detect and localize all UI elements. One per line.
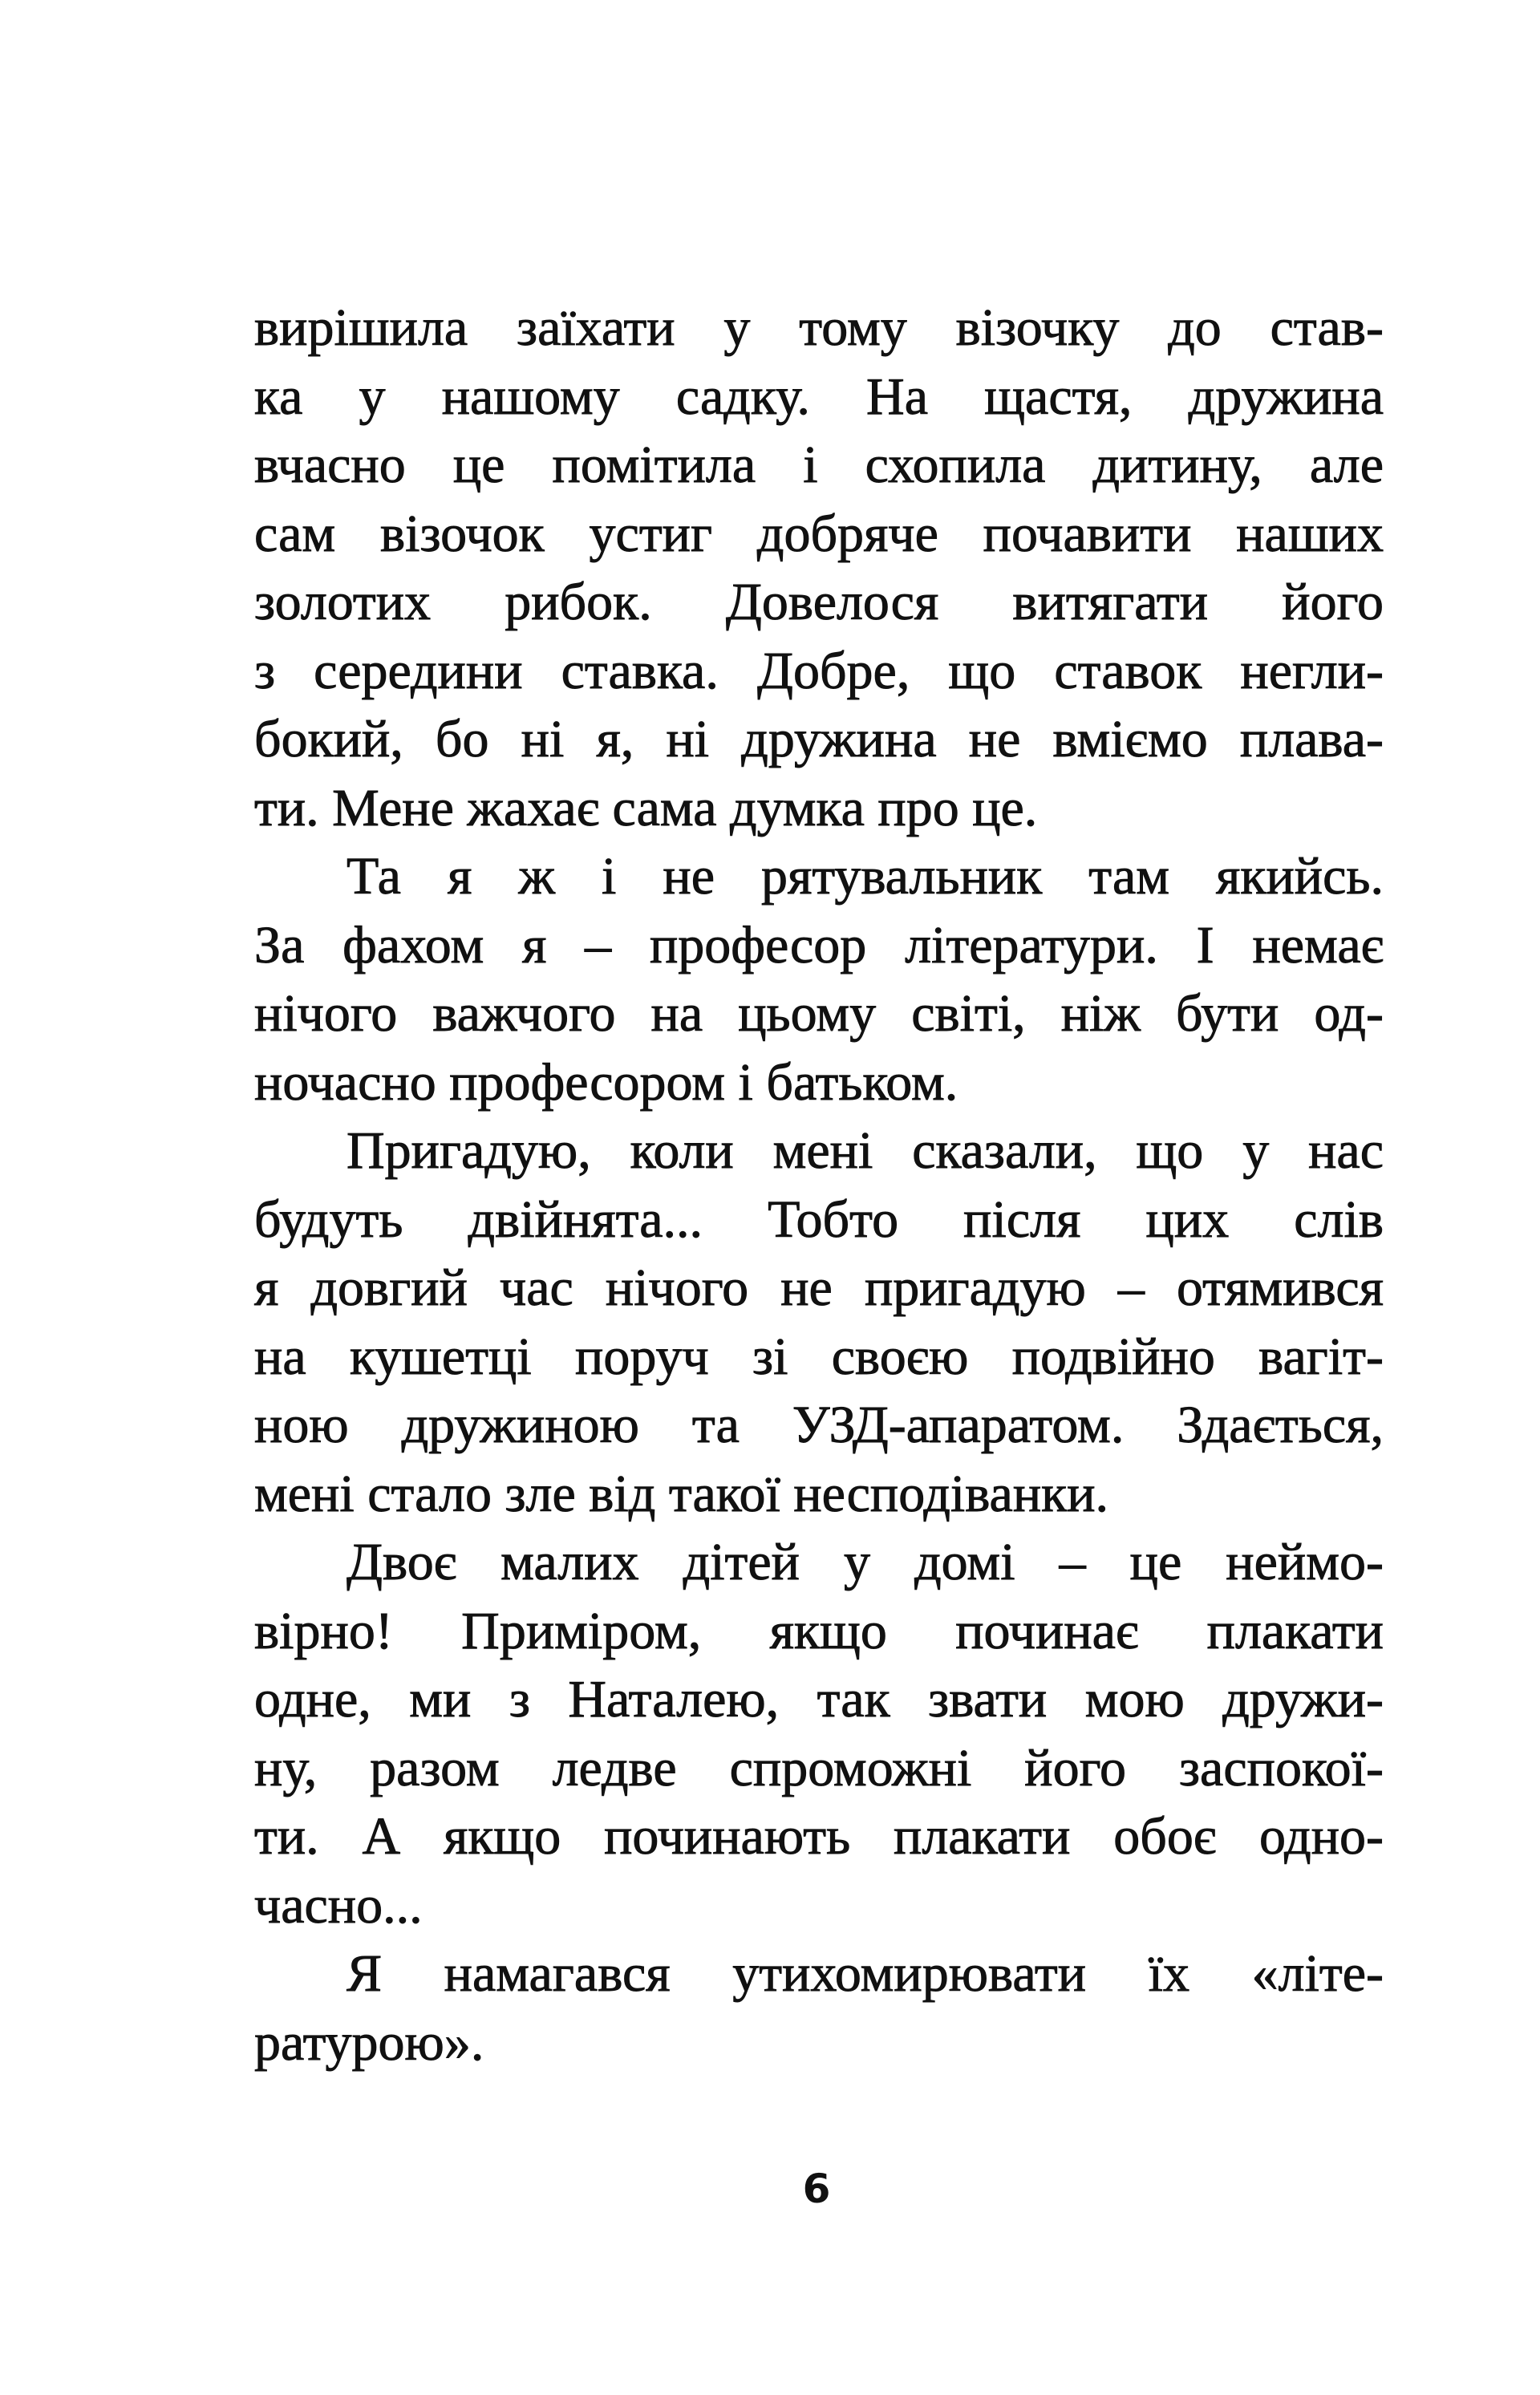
paragraph [254,1939,1384,2077]
text-line: За фахом я – професор літератури. І немає [254,915,1384,975]
text-line: ратурою». [254,2012,484,2072]
text-line: ну, разом ледве спроможні його заспокої- [254,1738,1384,1797]
text-line: Я намагався утихомирювати їх «літе- [346,1944,1384,2003]
text-line: ти. Мене жахає сама думка про це. [254,778,1038,837]
text-line: одне, ми з Наталею, так звати мою дружи- [254,1670,1384,1728]
text-line: з середини ставка. Добре, що ставок негли- [254,641,1384,700]
text-line: ка у нашому садку. На щастя, дружина [254,367,1384,426]
text-line: я довгий час нічого не пригадую – отямився [254,1258,1384,1317]
text-line: на кушетці поруч зі своєю подвійно вагіт- [254,1327,1384,1386]
text-line: мені стало зле від такої несподіванки. [254,1464,1109,1523]
text-line: Та я ж і не рятувальник там якийсь. [346,847,1384,906]
text-line: нічого важчого на цьому світі, ніж бути од- [254,984,1384,1043]
text-line: будуть двійнята... Тобто після цих слів [254,1189,1384,1249]
text-line: сам візочок устиг добряче почавити наших [254,504,1384,563]
text-line: Двоє малих дітей у домі – це неймо- [346,1533,1384,1591]
text-line: часно... [254,1875,423,1935]
page-number: 6 [802,2166,831,2212]
paragraph [254,1528,1384,1939]
paragraph [254,842,1384,1116]
text-line: ною дружиною та УЗД-апаратом. Здається, [254,1396,1384,1454]
paragraph [254,294,1384,842]
text-line: вчасно це помітила і схопила дитину, але [254,436,1384,494]
text-line: вірно! Приміром, якщо починає плакати [254,1601,1384,1660]
paragraph [254,1116,1384,1528]
text-line: ночасно професором і батьком. [254,1052,958,1112]
text-line: Пригадую, коли мені сказали, що у нас [346,1121,1384,1180]
text-line: бокий, бо ні я, ні дружина не вміємо плава- [254,710,1384,768]
text-line: ти. А якщо починають плакати обоє одно- [254,1807,1384,1866]
text-line: золотих рибок. Довелося витягати його [254,573,1384,631]
text-line: вирішила заїхати у тому візочку до став- [254,298,1384,357]
body-text [254,294,1384,2077]
